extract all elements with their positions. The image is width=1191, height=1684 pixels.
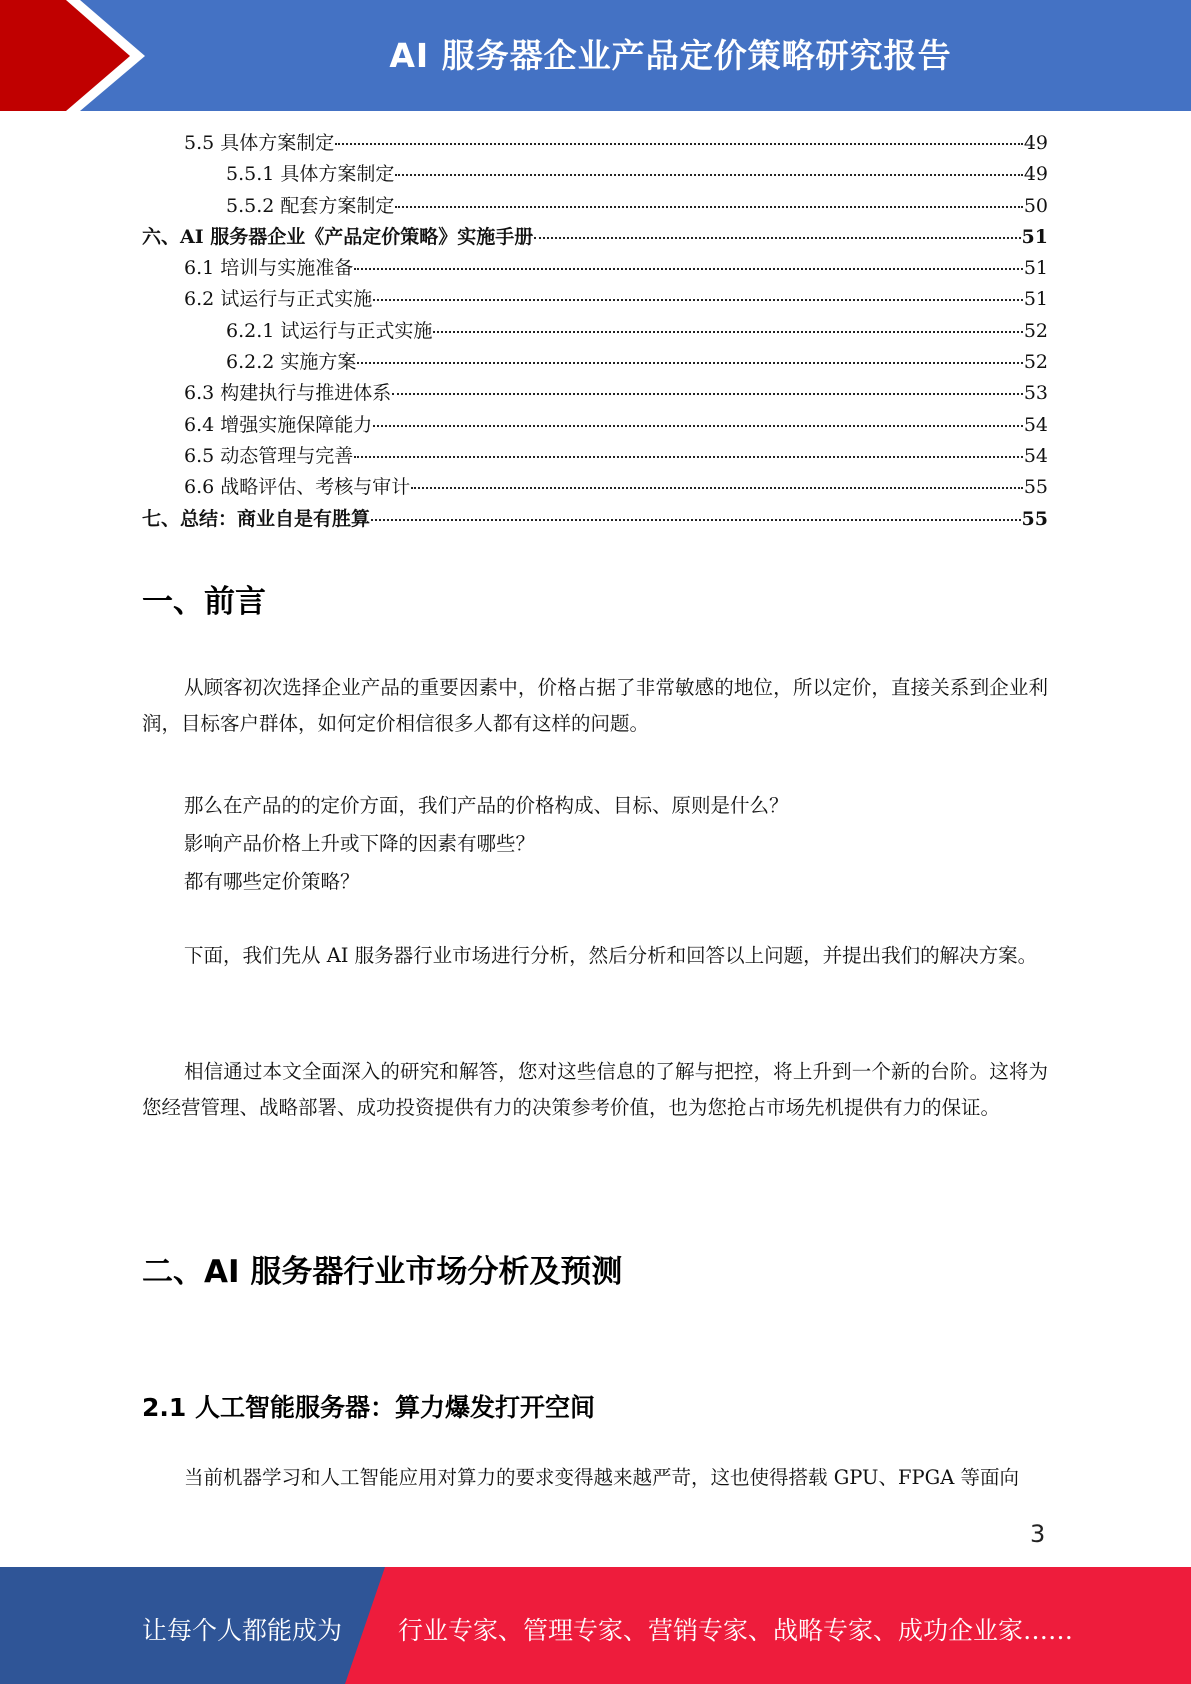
toc-entry-page: 53	[1023, 382, 1048, 405]
header-title: AI 服务器企业产品定价策略研究报告	[389, 36, 952, 75]
toc-dot-leader	[395, 206, 1022, 208]
toc-dot-leader	[354, 456, 1023, 458]
preface-paragraph-2: 下面，我们先从 AI 服务器行业市场进行分析，然后分析和回答以上问题，并提出我们的解决方案。	[184, 944, 1038, 967]
question-line-2: 影响产品价格上升或下降的因素有哪些？	[184, 832, 536, 855]
toc-dot-leader	[373, 425, 1023, 427]
toc-entry-page: 51	[1023, 257, 1048, 280]
toc-entry[interactable]	[142, 284, 1048, 315]
toc-entry-page: 54	[1023, 444, 1048, 467]
toc-dot-leader	[433, 331, 1022, 333]
toc-entry-title: 5.5 具体方案制定	[184, 132, 335, 154]
toc-entry-title: 6.3 构建执行与推进体系	[184, 382, 392, 405]
toc-entry-page: 52	[1023, 319, 1048, 342]
toc-entry-title: 6.5 动态管理与完善	[184, 444, 354, 467]
toc-entry-title: 5.5.2 配套方案制定	[226, 194, 395, 217]
toc-entry[interactable]	[142, 128, 1048, 159]
toc-dot-leader	[335, 143, 1023, 145]
toc-dot-leader	[395, 174, 1022, 176]
toc-entry[interactable]	[142, 159, 1048, 190]
question-line-3: 都有哪些定价策略？	[184, 870, 360, 893]
toc-entry-title: 6.2 试运行与正式实施	[184, 288, 373, 311]
page-header	[0, 0, 1191, 111]
toc-entry[interactable]	[142, 378, 1048, 409]
toc-entry-page: 50	[1023, 194, 1048, 217]
toc-entry-title: 七、总结：商业自是有胜算	[142, 507, 371, 530]
preface-paragraph-3: 相信通过本文全面深入的研究和解答，您对这些信息的了解与把控，将上升到一个新的台阶。这将为您经营管理、战略部署、成功投资提供有力的决策参考价值，也为您抢占市场先机提供有力的保证。	[142, 1060, 1048, 1119]
question-line-1: 那么在产品的的定价方面，我们产品的价格构成、目标、原则是什么？	[184, 794, 789, 817]
footer-slogan-left: 让每个人都能成为	[142, 1616, 343, 1645]
toc-entry-page: 49	[1023, 132, 1048, 154]
section-heading-market-analysis: 二、AI 服务器行业市场分析及预测	[142, 1254, 623, 1290]
toc-entry-title: 六、AI 服务器企业《产品定价策略》实施手册	[142, 225, 534, 248]
toc-entry-title: 5.5.1 具体方案制定	[226, 163, 395, 186]
toc-dot-leader	[357, 362, 1022, 364]
toc-entry-page: 51	[1023, 288, 1048, 311]
section2-paragraph-1: 当前机器学习和人工智能应用对算力的要求变得越来越严苛，这也使得搭载 GPU、FPGA 等面向	[184, 1466, 1019, 1489]
toc-entry[interactable]	[142, 253, 1048, 284]
toc-dot-leader	[354, 268, 1023, 270]
toc-entry[interactable]	[142, 222, 1048, 253]
toc-dot-leader	[371, 519, 1021, 521]
toc-entry-page: 49	[1023, 163, 1048, 186]
toc-entry[interactable]	[142, 316, 1048, 347]
footer-slogan-right: 行业专家、管理专家、营销专家、战略专家、成功企业家……	[398, 1616, 1074, 1645]
toc-entry[interactable]	[142, 410, 1048, 441]
toc-entry[interactable]	[142, 472, 1048, 503]
toc-entry[interactable]	[142, 347, 1048, 378]
toc-entry-page: 55	[1021, 507, 1048, 530]
toc-entry[interactable]	[142, 441, 1048, 472]
preface-paragraph-1: 从顾客初次选择企业产品的重要因素中，价格占据了非常敏感的地位，所以定价，直接关系到企业利润，目标客户群体，如何定价相信很多人都有这样的问题。	[142, 676, 1048, 735]
toc-entry-title: 6.2.1 试运行与正式实施	[226, 319, 433, 342]
toc-dot-leader	[392, 393, 1023, 395]
toc-entry-title: 6.1 培训与实施准备	[184, 257, 354, 280]
toc-entry-page: 55	[1023, 476, 1048, 499]
toc-entry[interactable]	[142, 191, 1048, 222]
toc-entry[interactable]	[142, 504, 1048, 535]
page-footer	[0, 1567, 1191, 1684]
toc-entry-title: 6.6 战略评估、考核与审计	[184, 476, 411, 499]
toc-dot-leader	[411, 487, 1023, 489]
page-number: 3	[1030, 1520, 1046, 1548]
toc-dot-leader	[373, 299, 1023, 301]
toc-entry-title: 6.2.2 实施方案	[226, 351, 357, 374]
toc-entry-page: 51	[1021, 225, 1048, 248]
toc-entry-title: 6.4 增强实施保障能力	[184, 413, 373, 436]
toc-dot-leader	[534, 237, 1020, 239]
toc-entry-page: 54	[1023, 413, 1048, 436]
subsection-heading-2-1: 2.1 人工智能服务器：算力爆发打开空间	[142, 1393, 595, 1422]
table-of-contents	[142, 128, 1048, 535]
toc-entry-page: 52	[1023, 351, 1048, 374]
section-heading-preface: 一、前言	[142, 584, 266, 620]
